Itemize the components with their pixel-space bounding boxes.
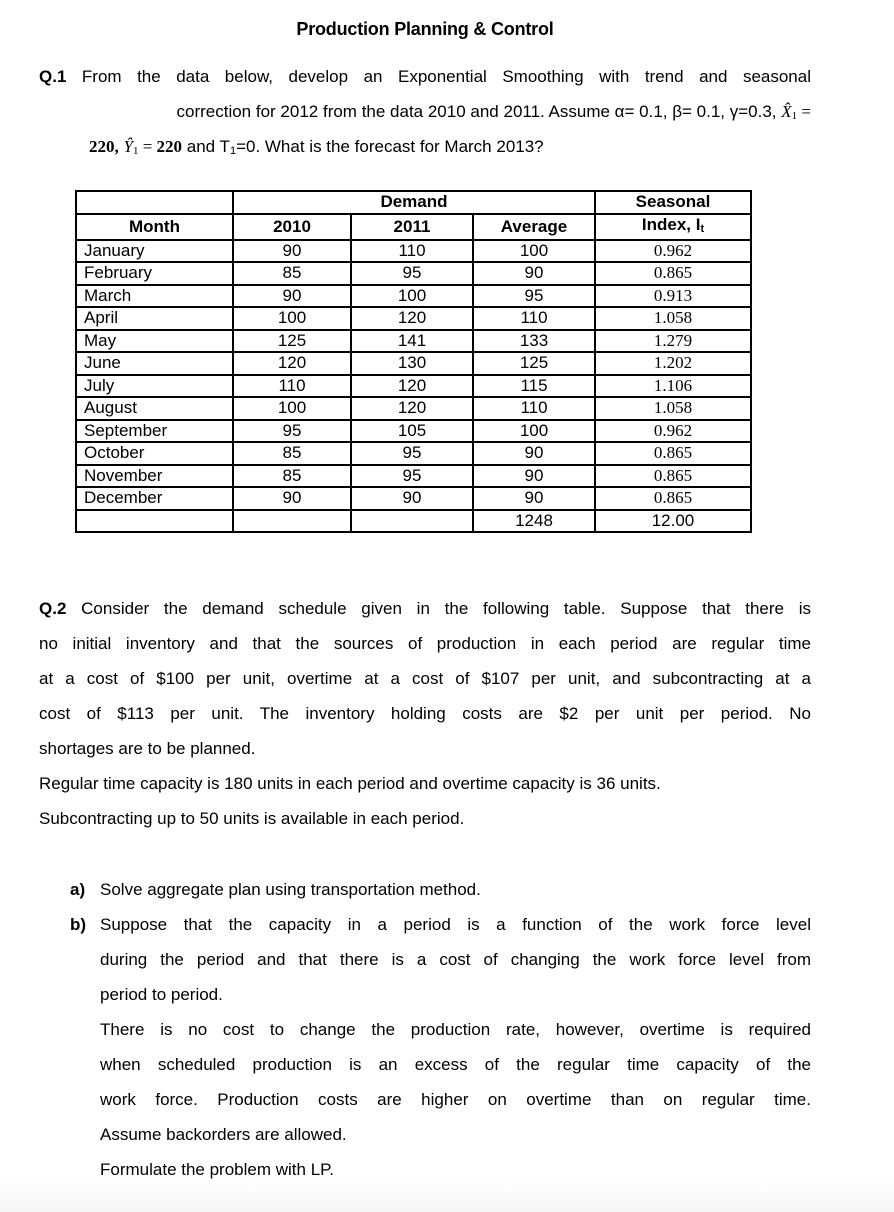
demand-2010-cell: 125 bbox=[233, 330, 351, 353]
table-row bbox=[76, 420, 751, 443]
q1-text-line-2: correction for 2012 from the data 2010 and 2011. Assume α= 0.1, β= 0.1, γ=0.3, bbox=[176, 102, 782, 121]
header-seasonal-index-text: Index, I bbox=[641, 214, 701, 234]
month-cell: July bbox=[76, 375, 233, 398]
part-b-line-6: work force. Production costs are higher on overtime than on regular time. bbox=[100, 1090, 811, 1109]
month-cell: February bbox=[76, 262, 233, 285]
q1-and-t: and T bbox=[182, 137, 230, 156]
x1-equals: = bbox=[797, 102, 811, 121]
t1-subscript: 1 bbox=[229, 145, 237, 157]
demand-table bbox=[75, 190, 752, 533]
q2-parts bbox=[70, 877, 811, 1192]
header-row-1 bbox=[76, 191, 751, 214]
header-seasonal-index bbox=[595, 214, 751, 240]
header-demand: Demand bbox=[233, 191, 595, 214]
demand-2011-cell: 110 bbox=[351, 240, 473, 263]
part-a-label: a) bbox=[70, 880, 86, 899]
month-cell: June bbox=[76, 352, 233, 375]
seasonal-index-cell: 1.279 bbox=[595, 330, 751, 353]
table-row bbox=[76, 307, 751, 330]
demand-2011-cell: 141 bbox=[351, 330, 473, 353]
table-row bbox=[76, 352, 751, 375]
totals-row bbox=[76, 510, 751, 533]
q2-label: Q.2 bbox=[39, 599, 67, 618]
part-a-text: Solve aggregate plan using transportation method. bbox=[100, 880, 481, 899]
average-cell: 110 bbox=[473, 397, 595, 420]
demand-2010-cell: 90 bbox=[233, 240, 351, 263]
seasonal-index-cell: 12.00 bbox=[595, 510, 751, 533]
month-cell: October bbox=[76, 442, 233, 465]
part-b-line-1 bbox=[70, 912, 811, 947]
question-1 bbox=[39, 65, 811, 170]
header-seasonal: Seasonal bbox=[595, 191, 751, 214]
y1-subscript: 1 bbox=[132, 145, 139, 157]
table-row bbox=[76, 487, 751, 510]
demand-2011-cell: 95 bbox=[351, 442, 473, 465]
x1-subscript: 1 bbox=[791, 110, 798, 122]
part-b-label: b) bbox=[70, 915, 87, 934]
q2-line-4: cost of $113 per unit. The inventory holding costs are $2 per unit per period. No bbox=[39, 704, 811, 723]
q2-line-3: at a cost of $100 per unit, overtime at a cost of $107 per unit, and subcontracting at a bbox=[39, 669, 811, 688]
seasonal-index-cell: 0.962 bbox=[595, 420, 751, 443]
seasonal-index-cell: 0.913 bbox=[595, 285, 751, 308]
month-cell bbox=[76, 510, 233, 533]
average-cell: 125 bbox=[473, 352, 595, 375]
seasonal-index-cell: 0.865 bbox=[595, 465, 751, 488]
demand-2011-cell: 130 bbox=[351, 352, 473, 375]
table-row bbox=[76, 397, 751, 420]
header-average: Average bbox=[473, 214, 595, 240]
q2-line-1 bbox=[39, 596, 811, 631]
demand-2011-cell bbox=[351, 510, 473, 533]
seasonal-index-cell: 1.106 bbox=[595, 375, 751, 398]
month-cell: January bbox=[76, 240, 233, 263]
q2-line-6: Regular time capacity is 180 units in each period and overtime capacity is 36 units. bbox=[39, 774, 661, 793]
q2-line-2: no initial inventory and that the sources of production in each period are regular time bbox=[39, 634, 811, 653]
demand-2011-cell: 120 bbox=[351, 397, 473, 420]
table-row bbox=[76, 330, 751, 353]
q2-line-5: shortages are to be planned. bbox=[39, 739, 256, 758]
q2-text-line: Consider the demand schedule given in the following table. Suppose that there is bbox=[66, 599, 811, 618]
demand-2010-cell: 95 bbox=[233, 420, 351, 443]
average-cell: 133 bbox=[473, 330, 595, 353]
header-seasonal-index-sub: t bbox=[700, 222, 705, 235]
demand-2011-cell: 95 bbox=[351, 465, 473, 488]
average-cell: 90 bbox=[473, 465, 595, 488]
demand-2010-cell bbox=[233, 510, 351, 533]
q1-text-line-1: From the data below, develop an Exponential Smoothing with trend and seasonal bbox=[81, 67, 811, 86]
table-row bbox=[76, 375, 751, 398]
month-cell: August bbox=[76, 397, 233, 420]
part-b-line-3: period to period. bbox=[100, 985, 223, 1004]
header-month-top bbox=[76, 191, 233, 214]
demand-2010-cell: 90 bbox=[233, 285, 351, 308]
table-row bbox=[76, 465, 751, 488]
part-b-line-4: There is no cost to change the production rate, however, overtime is required bbox=[100, 1020, 811, 1039]
demand-2011-cell: 90 bbox=[351, 487, 473, 510]
month-cell: March bbox=[76, 285, 233, 308]
month-cell: September bbox=[76, 420, 233, 443]
seasonal-index-cell: 0.865 bbox=[595, 442, 751, 465]
document-title: Production Planning & Control bbox=[296, 19, 554, 39]
x1-hat-symbol: X̂ bbox=[781, 102, 792, 121]
part-b-text-line-1: Suppose that the capacity in a period is a function of the work force level bbox=[100, 915, 811, 934]
y1-initial-value: 220 bbox=[156, 137, 183, 156]
seasonal-index-cell: 0.865 bbox=[595, 262, 751, 285]
part-b-line-7: Assume backorders are allowed. bbox=[100, 1125, 347, 1144]
seasonal-index-cell: 0.962 bbox=[595, 240, 751, 263]
part-a bbox=[70, 877, 811, 912]
y1-equals: = bbox=[138, 137, 157, 156]
seasonal-index-cell: 1.202 bbox=[595, 352, 751, 375]
demand-2010-cell: 100 bbox=[233, 307, 351, 330]
average-cell: 90 bbox=[473, 487, 595, 510]
demand-2010-cell: 110 bbox=[233, 375, 351, 398]
demand-2011-cell: 100 bbox=[351, 285, 473, 308]
month-cell: April bbox=[76, 307, 233, 330]
part-b-line-5: when scheduled production is an excess of the regular time capacity of the bbox=[100, 1055, 811, 1074]
question-2 bbox=[39, 596, 811, 841]
seasonal-index-cell: 0.865 bbox=[595, 487, 751, 510]
table-row bbox=[76, 285, 751, 308]
average-cell: 100 bbox=[473, 240, 595, 263]
average-cell: 1248 bbox=[473, 510, 595, 533]
average-cell: 110 bbox=[473, 307, 595, 330]
q1-question-text: =0. What is the forecast for March 2013? bbox=[236, 137, 544, 156]
x1-initial-value: 220, bbox=[89, 137, 119, 156]
seasonal-index-cell: 1.058 bbox=[595, 307, 751, 330]
table-row bbox=[76, 240, 751, 263]
demand-2011-cell: 105 bbox=[351, 420, 473, 443]
part-b-line-8: Formulate the problem with LP. bbox=[100, 1160, 335, 1179]
part-b-line-2: during the period and that there is a cost of changing the work force level from bbox=[100, 950, 811, 969]
month-cell: May bbox=[76, 330, 233, 353]
demand-2010-cell: 120 bbox=[233, 352, 351, 375]
average-cell: 115 bbox=[473, 375, 595, 398]
average-cell: 95 bbox=[473, 285, 595, 308]
q1-line-3 bbox=[39, 135, 811, 170]
demand-2010-cell: 100 bbox=[233, 397, 351, 420]
header-2010: 2010 bbox=[233, 214, 351, 240]
average-cell: 100 bbox=[473, 420, 595, 443]
table-row bbox=[76, 442, 751, 465]
average-cell: 90 bbox=[473, 262, 595, 285]
q1-label: Q.1 bbox=[39, 67, 67, 86]
demand-2010-cell: 85 bbox=[233, 442, 351, 465]
seasonal-index-cell: 1.058 bbox=[595, 397, 751, 420]
header-2011: 2011 bbox=[351, 214, 473, 240]
month-cell: November bbox=[76, 465, 233, 488]
demand-2010-cell: 90 bbox=[233, 487, 351, 510]
month-cell: December bbox=[76, 487, 233, 510]
demand-2011-cell: 120 bbox=[351, 375, 473, 398]
q2-line-7: Subcontracting up to 50 units is available in each period. bbox=[39, 809, 465, 828]
table-row bbox=[76, 262, 751, 285]
average-cell: 90 bbox=[473, 442, 595, 465]
q1-line-2 bbox=[39, 100, 811, 135]
demand-2010-cell: 85 bbox=[233, 465, 351, 488]
demand-2010-cell: 85 bbox=[233, 262, 351, 285]
header-month: Month bbox=[76, 214, 233, 240]
demand-2011-cell: 95 bbox=[351, 262, 473, 285]
demand-2011-cell: 120 bbox=[351, 307, 473, 330]
q1-line-1 bbox=[39, 65, 811, 100]
header-row-2 bbox=[76, 214, 751, 240]
y1-hat-symbol: Ŷ bbox=[123, 137, 133, 156]
